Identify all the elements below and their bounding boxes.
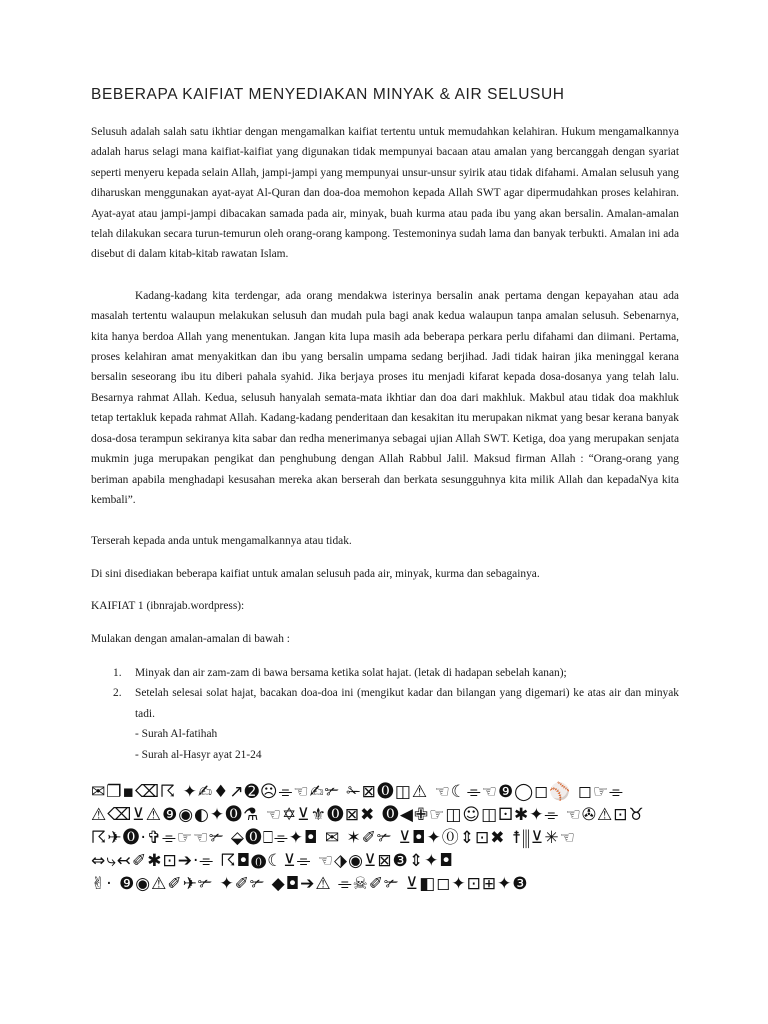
glyph-line: ☈✈⓿·✞⌯☞☜✃ ⬙⓿⎕⌯✦◘ ✉ ✶✐✃ ⊻◘✦⓪⇕⊡✖ ☨⫼⊻✳☜ — [91, 827, 576, 848]
list-item — [91, 663, 679, 683]
list-number: 2. — [113, 687, 122, 700]
surah-item: - Surah Al-fatihah — [135, 728, 218, 741]
glyph-line: ⚠⌫⊻⚠❾◉◐✦⓿⚗ ☜✡⊻⚜⓿⊠✖ ⓿◀✙☞◫☺◫⚀✱✦⌯ ☜✇⚠⊡♉ — [91, 804, 645, 825]
choice-paragraph: Terserah kepada anda untuk mengamalkannya atau tidak. — [91, 535, 352, 548]
list-text: Minyak dan air zam-zam di bawa bersama ketika solat hajat. (letak di hadapan sebelah kanan); — [135, 666, 567, 679]
explanation-paragraph: Kadang-kadang kita terdengar, ada orang mendakwa isterinya bersalin anak pertama dengan kepayahan atau ada masalah tertentu walaupun melakukan selusuh dan mudah pula bagi anak kedua walaupun tanpa amalan selusuh. Sebenarnya, kita hanya berdoa Allah yang menentukan. Jangan kita lupa masih ada beberapa perkara perlu difahami dan diimani. Pertama, proses kelahiran amat menyakitkan dan ibu yang bersalin umpama sedang berjihad. Jadi tidak hairan jika meninggal kerana bersalin seseorang ibu itu diberi pahala syahid. Jika berjaya proses itu menjadi kifarat kepada dosa-dosanya yang telah lalu. Besarnya rahmat Allah. Kedua, selusuh hanyalah semata-mata ikhtiar dan doa dari makhluk. Makbul atau tidak doa makhluk tetap tertakluk kepada rahmat Allah. Kadang-kadang penderitaan dan kesakitan itu merupakan nikmat yang besar kerana banyak dosa-dosa terampun sekiranya kita sabar dan redha menerimanya sebagai ujian Allah SWT. Ketiga, doa yang merupakan senjata mukmin juga merupakan pengikat dan penghubung dengan Allah Rabbul Jalil. Maksud firman Allah : “Orang-orang yang beriman apabila menghadapi kesusahan mereka akan berserah dan berkata sesungguhnya kita milik Allah dan kepadaNya kita kembali”. — [91, 289, 679, 506]
kaifiat-intro-paragraph: Di sini disediakan beberapa kaifiat untuk amalan selusuh pada air, minyak, kurma dan sebagainya. — [91, 567, 540, 580]
list-number: 1. — [113, 666, 122, 679]
instruction-paragraph: Mulakan dengan amalan-amalan di bawah : — [91, 632, 290, 645]
intro-paragraph: Selusuh adalah salah satu ikhtiar dengan mengamalkan kaifiat tertentu untuk memudahkan kelahiran. Hukum mengamalkannya adalah harus selagi mana kaifiat-kaifiat yang digunakan tidak mempunyai bacaan atau amalan yang bercanggah dengan syariat seperti menyeru kepada selain Allah, jampi-jampi yang mempunyai unsur-unsur syirik atau tidak difahami. Amalan selusuh yang diharuskan menggunakan ayat-ayat Al-Quran dan doa-doa memohon kepada Allah SWT agar dipermudahkan proses kelahiran. Ayat-ayat atau jampi-jampi dibacakan samada pada air, minyak, buah kurma atau pada ibu yang akan bersalin. Amalan-amalan telah dilakukan secara turun-temurun oleh orang-orang kampong. Testemoninya sudah lama dan banyak terbukti. Amalan ini ada disebut di dalam kitab-kitab rawatan Islam. — [91, 126, 679, 261]
glyph-line: ✉❐▪⌫☈ ✦✍♦↗➋☹⌯☜✍✃ ✁⊠⓿◫⚠ ☜☾⌯☜❾◯◻⚾ ◻☞⌯ — [91, 781, 624, 802]
surah-list — [91, 724, 679, 765]
steps-list — [91, 663, 679, 724]
glyph-line: ✌· ❾◉⚠✐✈✃ ✦✐✃ ◆◘➔⚠ ⌯☠✐✃ ⊻◧◻✦⊡⊞✦❸ — [91, 873, 529, 894]
document-page — [91, 86, 679, 896]
glyph-line: ⇔⤷↢✐✱⊡➔·⌯ ☈◘⓿☾⊻⌯ ☜⬗◉⊻⊠❸⇕✦◘ — [91, 850, 454, 871]
kaifiat-heading: KAIFIAT 1 (ibnrajab.wordpress): — [91, 600, 245, 613]
list-text: Setelah selesai solat hajat, bacakan doa-doa ini (mengikut kadar dan bilangan yang digemari) ke atas air dan minyak tadi. — [135, 687, 679, 720]
document-title: BEBERAPA KAIFIAT MENYEDIAKAN MINYAK & AIR SELUSUH — [91, 86, 565, 103]
symbol-font-text — [91, 781, 679, 896]
list-item — [91, 683, 679, 724]
surah-item: - Surah al-Hasyr ayat 21-24 — [135, 748, 262, 761]
